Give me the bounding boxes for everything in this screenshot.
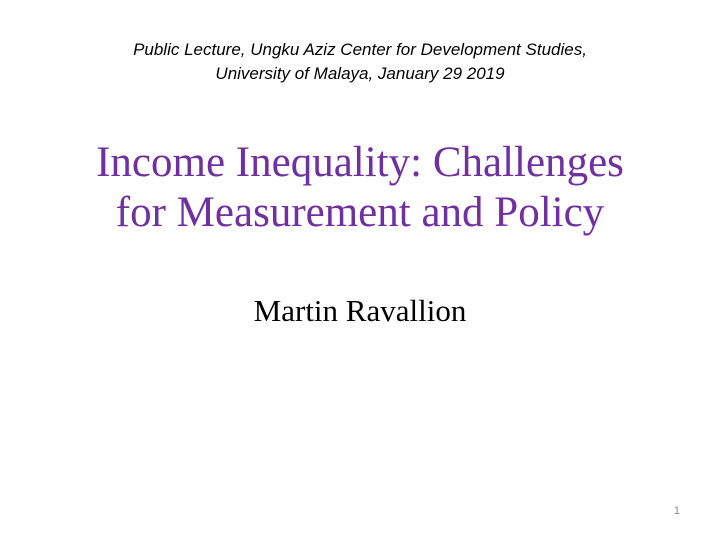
event-line-2: University of Malaya, January 29 2019 <box>215 64 505 83</box>
title-line-1: Income Inequality: Challenges <box>96 139 624 186</box>
title-line-2: for Measurement and Policy <box>115 189 605 236</box>
page-number: 1 <box>673 505 680 517</box>
event-line-1: Public Lecture, Ungku Aziz Center for Development Studies, <box>133 40 587 59</box>
slide-title <box>0 138 720 238</box>
author-name: Martin Ravallion <box>253 293 467 328</box>
event-subtitle <box>0 38 720 86</box>
